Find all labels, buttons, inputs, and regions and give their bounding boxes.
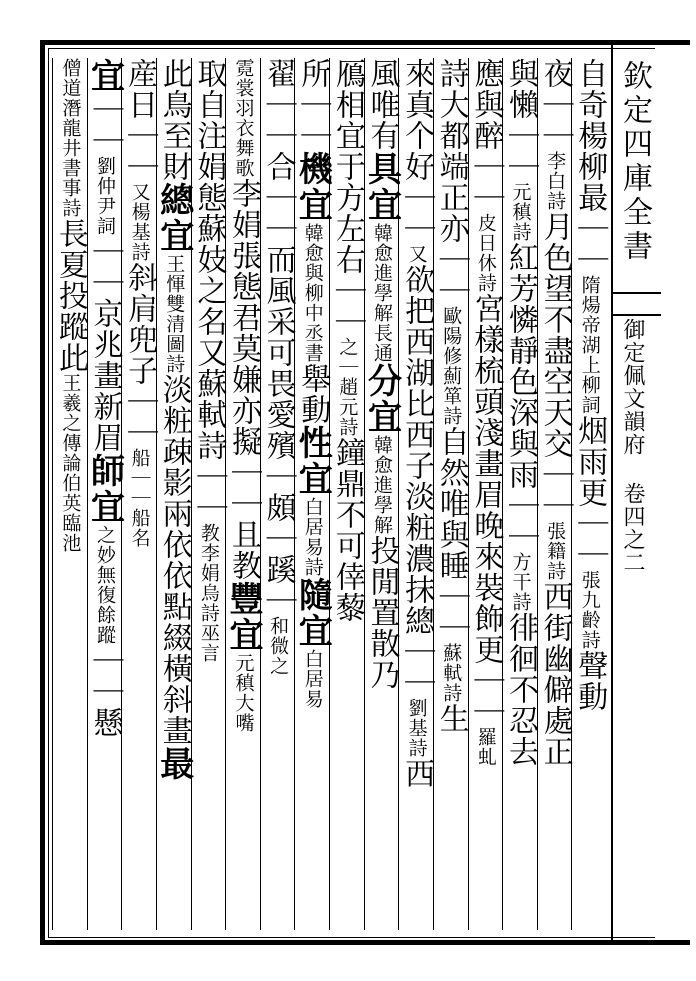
margin-subtitle: 御定佩文韻府 卷四之二 <box>620 318 645 574</box>
main-text: 取自注娟態蘇妓之名又蘇軾詩｜｜ <box>191 58 227 523</box>
text-column <box>329 58 364 930</box>
main-text: 應與醉｜｜ <box>468 58 504 213</box>
margin-title: 欽定四庫全書 <box>617 60 652 264</box>
annotation-text: 霓裳羽衣舞歌 <box>232 58 255 178</box>
annotation-text: 之妙無復餘蹤 <box>93 525 116 645</box>
annotation-text: 烏詩巫言 <box>197 583 220 663</box>
text-column <box>260 58 295 930</box>
main-text: 來真个好｜｜ <box>399 58 435 244</box>
text-column <box>502 58 537 930</box>
annotation-text: 皮日休詩 <box>474 213 497 293</box>
annotation-text: 隋煬帝湖上柳詞 <box>578 275 601 415</box>
main-text: ｜｜京兆畫新眉 <box>87 236 123 453</box>
text-column <box>433 58 468 930</box>
main-text: 與懶｜｜ <box>502 58 538 182</box>
annotation-text: 和微之 <box>267 616 290 676</box>
main-text: 月色望不盡空天交｜｜ <box>537 211 573 521</box>
margin-rule <box>611 42 613 942</box>
text-column <box>361 58 402 930</box>
fish-tail-mark <box>613 292 661 316</box>
annotation-text: 張九齡詩 <box>578 570 601 650</box>
annotation-text: 元稹詩 <box>509 182 532 242</box>
main-text: 翟｜｜ <box>260 58 296 151</box>
annotation-text: 劉仲尹詞 <box>93 156 116 236</box>
main-text: 鐘鼎不可倖藜 <box>329 437 365 623</box>
headword: 豐宜 <box>222 581 263 653</box>
annotation-text: 船｜｜船名 <box>128 448 151 548</box>
main-text: ｜｜ <box>87 94 123 156</box>
annotation-text: 韓愈進學解 <box>370 435 393 535</box>
main-text: 且教 <box>225 519 261 581</box>
annotation-text: 教李娟 <box>197 523 220 583</box>
annotation-text: 李白詩 <box>544 151 567 211</box>
main-text: 而風采可畏愛 <box>260 244 296 430</box>
headword: 性宜 <box>292 425 333 497</box>
headword: 最 <box>153 746 194 782</box>
main-text: 長夏投蹤此 <box>52 218 88 373</box>
text-column <box>468 58 503 930</box>
text-column <box>398 58 433 930</box>
main-text: 風唯有 <box>364 58 400 151</box>
annotation-text: 王惲雙清圖詩 <box>163 254 186 374</box>
main-text: 李娟張態君莫嫌亦擬｜｜ <box>225 178 261 519</box>
annotation-text: 王羲之傳論伯英臨池 <box>59 373 82 553</box>
annotation-text: 僧道潛龍井書事詩 <box>59 58 82 218</box>
main-text: 蹊｜ <box>260 554 296 616</box>
headword: 師宜 <box>84 453 125 525</box>
main-text: 西 <box>399 758 435 789</box>
text-column <box>537 58 572 930</box>
annotation-text: 方干詩 <box>509 552 532 612</box>
annotation-text: 劉基詩 <box>405 698 428 758</box>
annotation-text: 張籍詩 <box>544 521 567 581</box>
headword: 機宜 <box>292 151 333 223</box>
main-text: 殯｜頗｜ <box>260 430 296 554</box>
annotation-text: 白居易詩 <box>301 497 324 577</box>
main-text: 烟雨更｜｜ <box>572 415 608 570</box>
annotation-text: 元稹大嘴 <box>232 653 255 733</box>
annotation-text: 蘇軾詩 <box>440 643 463 703</box>
main-text: 西街幽僻處正 <box>537 581 573 767</box>
headword: 隨宜 <box>292 577 333 649</box>
main-text: 自奇楊柳最 <box>572 58 608 213</box>
main-text: 欲把西湖比西子淡粧濃抹總｜｜ <box>399 264 435 698</box>
text-column <box>84 58 125 930</box>
annotation-text: 韓愈進學解長通 <box>370 223 393 363</box>
main-text: 自然唯與睡｜｜ <box>433 426 469 643</box>
main-text: 詩大都端正亦｜｜ <box>433 58 469 306</box>
annotation-text: 又楊基詩 <box>128 182 151 262</box>
text-column <box>571 58 606 930</box>
text-column <box>153 58 194 930</box>
headword: 具宜 <box>361 151 402 223</box>
main-text: 徘徊不忍去 <box>502 612 538 767</box>
main-text: 舉動 <box>295 363 331 425</box>
headword: 宜 <box>84 58 125 94</box>
main-text: 夜｜｜ <box>537 58 573 151</box>
annotation-text: 白居易 <box>301 649 324 709</box>
main-text: 宮樣梳頭淺畫眉晚來裝飾更｜｜ <box>468 293 504 727</box>
annotation-text: 歐陽修薊箪詩 <box>440 306 463 426</box>
main-text: 投閒置散乃 <box>364 535 400 690</box>
main-text: 此鳥至財 <box>156 58 192 182</box>
headword: 分宜 <box>361 363 402 435</box>
main-text: 産日｜｜ <box>122 58 158 182</box>
main-text: ｜｜ <box>572 213 608 275</box>
annotation-text: 羅虬 <box>474 727 497 767</box>
annotation-text: 韓愈與柳中丞書 <box>301 223 324 363</box>
main-text: 聲動 <box>572 650 608 712</box>
text-column <box>222 58 263 930</box>
text-column <box>52 58 87 930</box>
main-text: ｜｜懸 <box>87 645 123 738</box>
text-column <box>292 58 333 930</box>
text-column <box>121 58 156 930</box>
main-text: 紅芳憐靜色深與雨｜｜ <box>502 242 538 552</box>
annotation-text: 之｜ <box>336 337 359 377</box>
main-text: 生 <box>433 703 469 734</box>
main-text: 于方左右｜｜ <box>329 151 365 337</box>
main-text: 合｜｜ <box>260 151 296 244</box>
annotation-text: 又 <box>405 244 428 264</box>
headword: 總宜 <box>153 182 194 254</box>
annotation-text: 趙元詩 <box>336 377 359 437</box>
text-column <box>191 58 226 930</box>
main-text: 淡粧疎影兩依依點綴橫斜畫 <box>156 374 192 746</box>
main-text: 鴈相宜 <box>329 58 365 151</box>
main-text: 所｜｜ <box>295 58 331 151</box>
main-text: 斜肩兜子｜｜ <box>122 262 158 448</box>
